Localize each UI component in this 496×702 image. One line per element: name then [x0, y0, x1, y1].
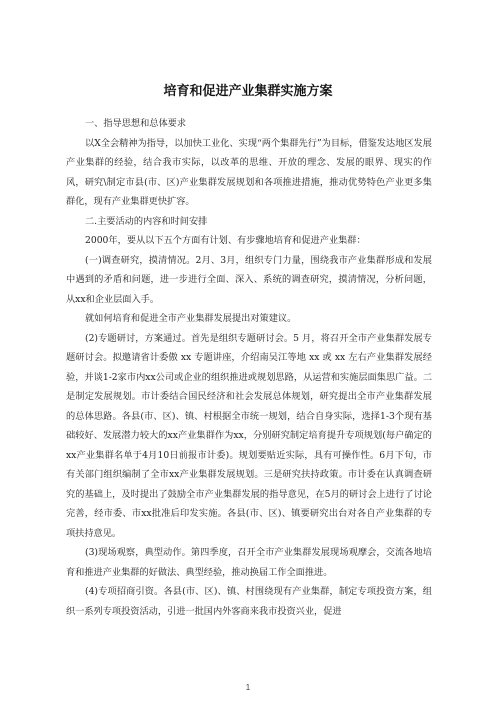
- paragraph: (2)专题研讨，方案通过。首先是组织专题研讨会。5 月，将召开全市产业集群发展专题研讨会。拟邀请省计委傲 xx 专题讲座，介绍南吴江等地 xx 或 xx 左右产业集群发展经验，并谈1-2家市内xx公司或企业的组织推进或规划思路，从运营和实施层面集思广益。二是制定发展规划。市计委结合国民经济和社会发展总体规划，研究提出全市产业集群发展的总体思路。各县(市、区)、镇、村根据全市统一规划，结合自身实际，选择1-3个现有基础较好、发展潜力较大的xx产业集群作为xx，分别研究制定培育提升专项规划(每户确定的xx产业集群名单于4月10日前报市计委)。规划要贴近实际，具有可操作性。6月下旬，市有关部门组织编制了全市xx产业集群发展规划。三是研究扶持政策。市计委在认真调查研究的基础上，及时提出了鼓励全市产业集群发展的指导意见，在5月的研讨会上进行了讨论完善，经市委、市xx批准后印发实施。各县(市、区)、镇要研究出台对各自产业集群的专项扶持意见。: [66, 332, 432, 539]
- paragraph: (4)专项招商引资。各县(市、区)、镇、村围绕现有产业集群，制定专项投资方案，组织一系列专项投资活动，引进一批国内外客商来我市投资兴业，促进: [66, 586, 432, 617]
- page-number: 1: [245, 683, 251, 692]
- document-title: 培育和促进产业集群实施方案: [163, 84, 333, 99]
- paragraph: 以X全会精神为指导，以加快工业化、实现“两个集群先行”为目标，借鉴发达地区发展产业集群的经验，结合我市实际，以改革的思维、开放的理念、发展的眼界、现实的作风，研究\制定市县(市、区)产业集群发展规划和各项推进措施，推动优势特色产业更多集群化，现有产业集群更快扩容。: [66, 137, 432, 207]
- paragraph: 就如何培育和促进全市产业集群发展提出对策建议。: [85, 313, 297, 324]
- section-heading-2: 二.主要活动的内容和时间安排: [85, 215, 208, 227]
- section-heading-1: 一、指导思想和总体要求: [85, 118, 187, 129]
- document-body: [66, 114, 432, 621]
- paragraph: (一)调查研究，摸清情况。2月、3月，组织专门力量，围绕我市产业集群形成和发展中遇到的矛盾和问题，进一步进行全面、深入、系统的调查研究，摸清情况，分析问题，从xx和企业层面入手。: [66, 254, 432, 305]
- paragraph: (3)现场观察，典型动作。第四季度，召开全市产业集群发展现场观摩会，交流各地培育和推进产业集群的好做法、典型经验，推动换届工作全面推进。: [66, 547, 432, 578]
- paragraph: 2000年，要从以下五个方面有计划、有步骤地培育和促进产业集群：: [85, 235, 366, 246]
